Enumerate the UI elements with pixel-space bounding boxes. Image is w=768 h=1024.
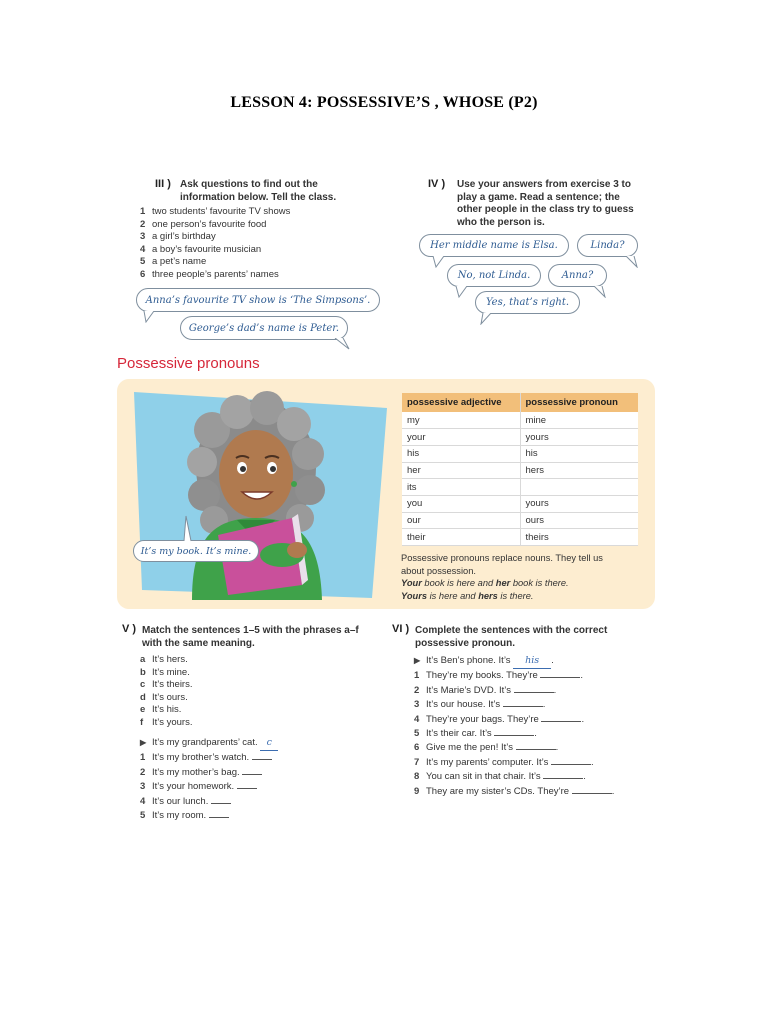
document-title: LESSON 4: POSSESSIVE’S , WHOSE (P2) xyxy=(230,94,538,111)
possessive-table xyxy=(402,393,638,546)
example-answer: his xyxy=(513,654,551,669)
answer-blank[interactable] xyxy=(494,728,534,736)
table-cell: our xyxy=(402,512,520,529)
instruction-line: Complete the sentences with the correct xyxy=(415,625,608,636)
example-item: ▶ It’s my grandparents’ cat. c xyxy=(140,736,278,751)
list-item: f It’s yours. xyxy=(140,716,193,728)
girl-illustration xyxy=(132,390,390,600)
example-item: ▶ It’s Ben’s phone. It’s his . xyxy=(414,654,614,669)
instruction-line: other people in the class try to guess xyxy=(457,204,634,215)
table-cell: their xyxy=(402,529,520,546)
instruction-line: Ask questions to find out the xyxy=(180,179,318,190)
list-item: 3 a girl’s birthday xyxy=(140,231,216,243)
instruction-line: Use your answers from exercise 3 to xyxy=(457,179,631,190)
table-row xyxy=(402,479,638,496)
exercise-4-instruction xyxy=(457,179,634,229)
table-cell: yours xyxy=(520,495,638,512)
list-item: 1 They’re my books. They’re . xyxy=(414,670,584,682)
table-cell: mine xyxy=(520,412,638,429)
list-item: 6 three people’s parents’ names xyxy=(140,268,279,280)
example-answer: c xyxy=(260,736,278,751)
bubble-tail-icon xyxy=(624,256,640,268)
table-cell: its xyxy=(402,479,520,496)
list-item: 3 It’s your homework. xyxy=(140,780,278,794)
note-example: Yours is here and hers is there. xyxy=(401,590,534,601)
table-cell: his xyxy=(402,445,520,462)
completion-list xyxy=(414,654,614,799)
table-header-row xyxy=(402,393,638,412)
answer-blank[interactable] xyxy=(242,767,262,775)
list-item: c It’s theirs. xyxy=(140,679,193,691)
table-row xyxy=(402,445,638,462)
list-item: 4 It’s our lunch. xyxy=(140,795,278,809)
list-item: 2 one person’s favourite food xyxy=(140,218,267,230)
speech-bubble: It’s my book. It’s mine. xyxy=(133,540,259,562)
instruction-line: information below. Tell the class. xyxy=(180,191,337,203)
speech-bubble: Anna’s favourite TV show is ‘The Simpsons’. xyxy=(136,288,380,312)
list-item: 2 It’s my mother’s bag. xyxy=(140,766,278,780)
table-row xyxy=(402,429,638,446)
list-item: 5 a pet’s name xyxy=(140,256,207,268)
answer-blank[interactable] xyxy=(503,699,543,707)
bubble-tail-icon xyxy=(333,338,351,350)
instruction-line: with the same meaning. xyxy=(142,637,255,649)
answer-blank[interactable] xyxy=(211,796,231,804)
speech-bubble: No, not Linda. xyxy=(447,264,541,287)
answer-blank[interactable] xyxy=(572,786,612,794)
section-heading: Possessive pronouns xyxy=(117,355,260,372)
instruction-line: play a game. Read a sentence; the xyxy=(457,191,620,203)
note-example: Your book is here and her book is there. xyxy=(401,578,569,589)
phrase-list xyxy=(140,654,192,730)
column-header: possessive pronoun xyxy=(520,393,638,412)
table-cell: your xyxy=(402,429,520,446)
table-row xyxy=(402,412,638,429)
list-item: d It’s ours. xyxy=(140,691,188,703)
exercise-3-list xyxy=(140,206,290,282)
bubble-tail-icon xyxy=(143,311,157,323)
note-line: about possession. xyxy=(401,565,476,576)
bubble-tail-icon xyxy=(455,286,471,298)
instruction-line: who the person is. xyxy=(457,216,545,228)
answer-blank[interactable] xyxy=(209,810,229,818)
speech-bubble: Linda? xyxy=(577,234,638,257)
list-item: b It’s mine. xyxy=(140,666,190,678)
arrow-icon: ▶ xyxy=(140,738,147,747)
answer-blank[interactable] xyxy=(541,714,581,722)
list-item: 1 two students’ favourite TV shows xyxy=(140,206,291,217)
list-item: 8 You can sit in that chair. It’s . xyxy=(414,771,586,783)
table-cell: yours xyxy=(520,429,638,446)
bubble-tail-icon xyxy=(182,515,192,542)
speech-bubble: Anna? xyxy=(548,264,607,287)
list-item: e It’s his. xyxy=(140,704,182,716)
table-cell: theirs xyxy=(520,529,638,546)
list-item: 7 It’s my parents’ computer. It’s . xyxy=(414,756,594,768)
list-item: 3 It’s our house. It’s . xyxy=(414,699,546,711)
exercise-6-instruction xyxy=(415,625,607,650)
arrow-icon: ▶ xyxy=(414,656,421,665)
bubble-tail-icon xyxy=(592,286,608,298)
speech-bubble: Yes, that’s right. xyxy=(475,291,580,314)
answer-blank[interactable] xyxy=(543,771,583,779)
list-item: 4 a boy’s favourite musician xyxy=(140,243,262,255)
sentence-list xyxy=(140,736,278,823)
list-item: 1 It’s my brother’s watch. xyxy=(140,751,278,765)
answer-blank[interactable] xyxy=(237,781,257,789)
table-row xyxy=(402,529,638,546)
table-row xyxy=(402,462,638,479)
list-item: a It’s hers. xyxy=(140,654,188,665)
column-header: possessive adjective xyxy=(402,393,520,412)
instruction-line: Match the sentences 1–5 with the phrases a–f xyxy=(142,625,359,636)
answer-blank[interactable] xyxy=(551,757,591,765)
table-cell: hers xyxy=(520,462,638,479)
grammar-note xyxy=(401,552,651,602)
list-item: 4 They’re your bags. They’re . xyxy=(414,713,585,725)
list-item: 9 They are my sister’s CDs. They’re . xyxy=(414,785,615,797)
table-row xyxy=(402,512,638,529)
list-item: 2 It’s Marie’s DVD. It’s . xyxy=(414,684,557,696)
table-cell: her xyxy=(402,462,520,479)
table-row xyxy=(402,495,638,512)
exercise-6-number: VI ) xyxy=(392,623,410,635)
answer-blank[interactable] xyxy=(514,685,554,693)
exercise-4-number: IV ) xyxy=(428,178,446,190)
table-cell: my xyxy=(402,412,520,429)
table-cell: his xyxy=(520,445,638,462)
table-cell: ours xyxy=(520,512,638,529)
exercise-5-number: V ) xyxy=(122,623,137,635)
list-item: 5 It’s my room. xyxy=(140,809,278,823)
speech-bubble: George’s dad’s name is Peter. xyxy=(180,316,348,340)
exercise-3-number: III ) xyxy=(155,178,171,190)
answer-blank[interactable] xyxy=(540,670,580,678)
table-cell xyxy=(520,479,638,496)
table-cell: you xyxy=(402,495,520,512)
list-item: 5 It’s their car. It’s . xyxy=(414,728,537,740)
answer-blank[interactable] xyxy=(516,742,556,750)
note-line: Possessive pronouns replace nouns. They tell us xyxy=(401,553,603,563)
exercise-5-instruction xyxy=(142,625,359,650)
bubble-tail-icon xyxy=(480,313,496,325)
speech-bubble: Her middle name is Elsa. xyxy=(419,234,569,257)
answer-blank[interactable] xyxy=(252,752,272,760)
list-item: 6 Give me the pen! It’s . xyxy=(414,742,559,754)
bubble-tail-icon xyxy=(432,256,448,268)
exercise-3-instruction xyxy=(180,179,336,204)
instruction-line: possessive pronoun. xyxy=(415,637,516,649)
